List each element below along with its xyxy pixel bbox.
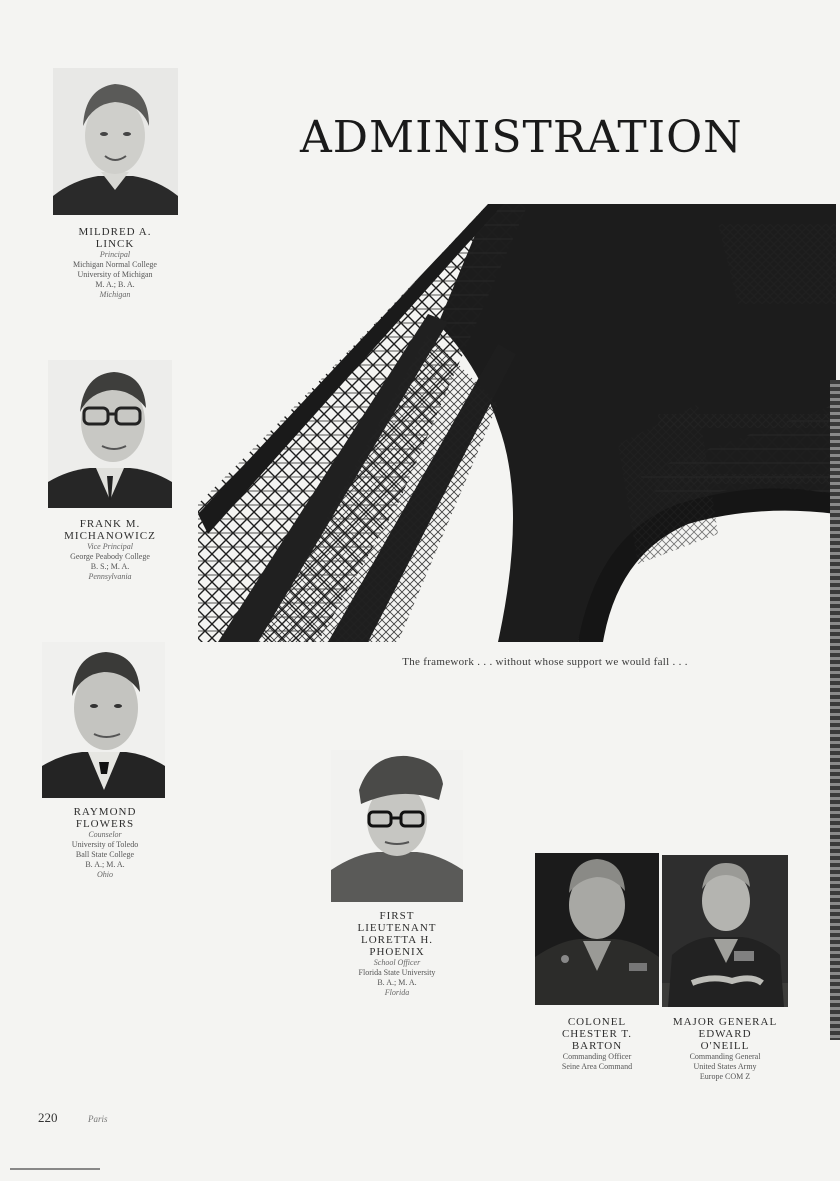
staff-name: LORETTA H. — [360, 934, 434, 946]
staff-state: Ohio — [97, 870, 113, 879]
staff-state: Pennsylvania — [88, 572, 132, 581]
binding-edge — [830, 380, 840, 1040]
eiffel-tower-photo — [198, 204, 836, 642]
staff-credential: Europe COM Z — [699, 1072, 751, 1081]
staff-role: Principal — [99, 250, 131, 259]
bottom-rule — [10, 1168, 100, 1170]
portrait-photo — [331, 750, 463, 902]
staff-credential: B. A.; M. A. — [85, 860, 125, 869]
staff-name: FRANK M. — [79, 518, 141, 530]
staff-name: MAJOR GENERAL — [672, 1016, 778, 1028]
staff-name: MICHANOWICZ — [64, 530, 156, 542]
page-title: ADMINISTRATION — [300, 112, 743, 163]
staff-credential: Florida State University — [358, 968, 436, 977]
portrait-photo — [53, 68, 178, 215]
staff-credential: United States Army — [693, 1062, 757, 1071]
portrait-photo — [662, 855, 788, 1007]
staff-credential: Commanding General — [689, 1052, 761, 1061]
staff-caption-linck — [40, 226, 190, 300]
staff-credential: B. A.; M. A. — [377, 978, 417, 987]
staff-credential: B. S.; M. A. — [90, 562, 130, 571]
staff-credential: Seine Area Command — [561, 1062, 633, 1071]
tower-caption: The framework . . . without whose support we would fall . . . — [402, 656, 688, 668]
staff-name: FIRST — [379, 910, 415, 922]
staff-credential: Michigan Normal College — [73, 260, 157, 269]
staff-name: RAYMOND — [73, 806, 137, 818]
page-number: 220 — [38, 1110, 58, 1125]
staff-name: MILDRED A. — [78, 226, 152, 238]
portrait-photo — [535, 853, 659, 1005]
staff-name: O'NEILL — [700, 1040, 750, 1052]
staff-credential: M. A.; B. A. — [95, 280, 135, 289]
staff-role: School Officer — [373, 958, 421, 967]
staff-name: FLOWERS — [75, 818, 135, 830]
staff-credential: George Peabody College — [70, 552, 150, 561]
staff-credential: Ball State College — [75, 850, 135, 859]
staff-caption-michanowicz — [35, 518, 185, 582]
staff-credential: Commanding Officer — [562, 1052, 632, 1061]
staff-name: LINCK — [95, 238, 135, 250]
staff-name: EDWARD — [698, 1028, 752, 1040]
staff-name: CHESTER T. — [561, 1028, 633, 1040]
portrait-photo — [48, 360, 172, 508]
staff-name: BARTON — [571, 1040, 623, 1052]
staff-name: PHOENIX — [369, 946, 425, 958]
staff-caption-oneill — [650, 1016, 800, 1082]
staff-state: Michigan — [99, 290, 131, 299]
staff-name: COLONEL — [567, 1016, 627, 1028]
portrait-photo — [42, 642, 165, 798]
staff-caption-phoenix — [322, 910, 472, 998]
folio-word: Paris — [88, 1114, 108, 1124]
staff-role: Counselor — [88, 830, 122, 839]
staff-caption-flowers — [30, 806, 180, 880]
staff-credential: University of Michigan — [77, 270, 153, 279]
staff-state: Florida — [384, 988, 410, 997]
staff-role: Vice Principal — [87, 542, 133, 551]
staff-name: LIEUTENANT — [357, 922, 437, 934]
staff-credential: University of Toledo — [71, 840, 139, 849]
